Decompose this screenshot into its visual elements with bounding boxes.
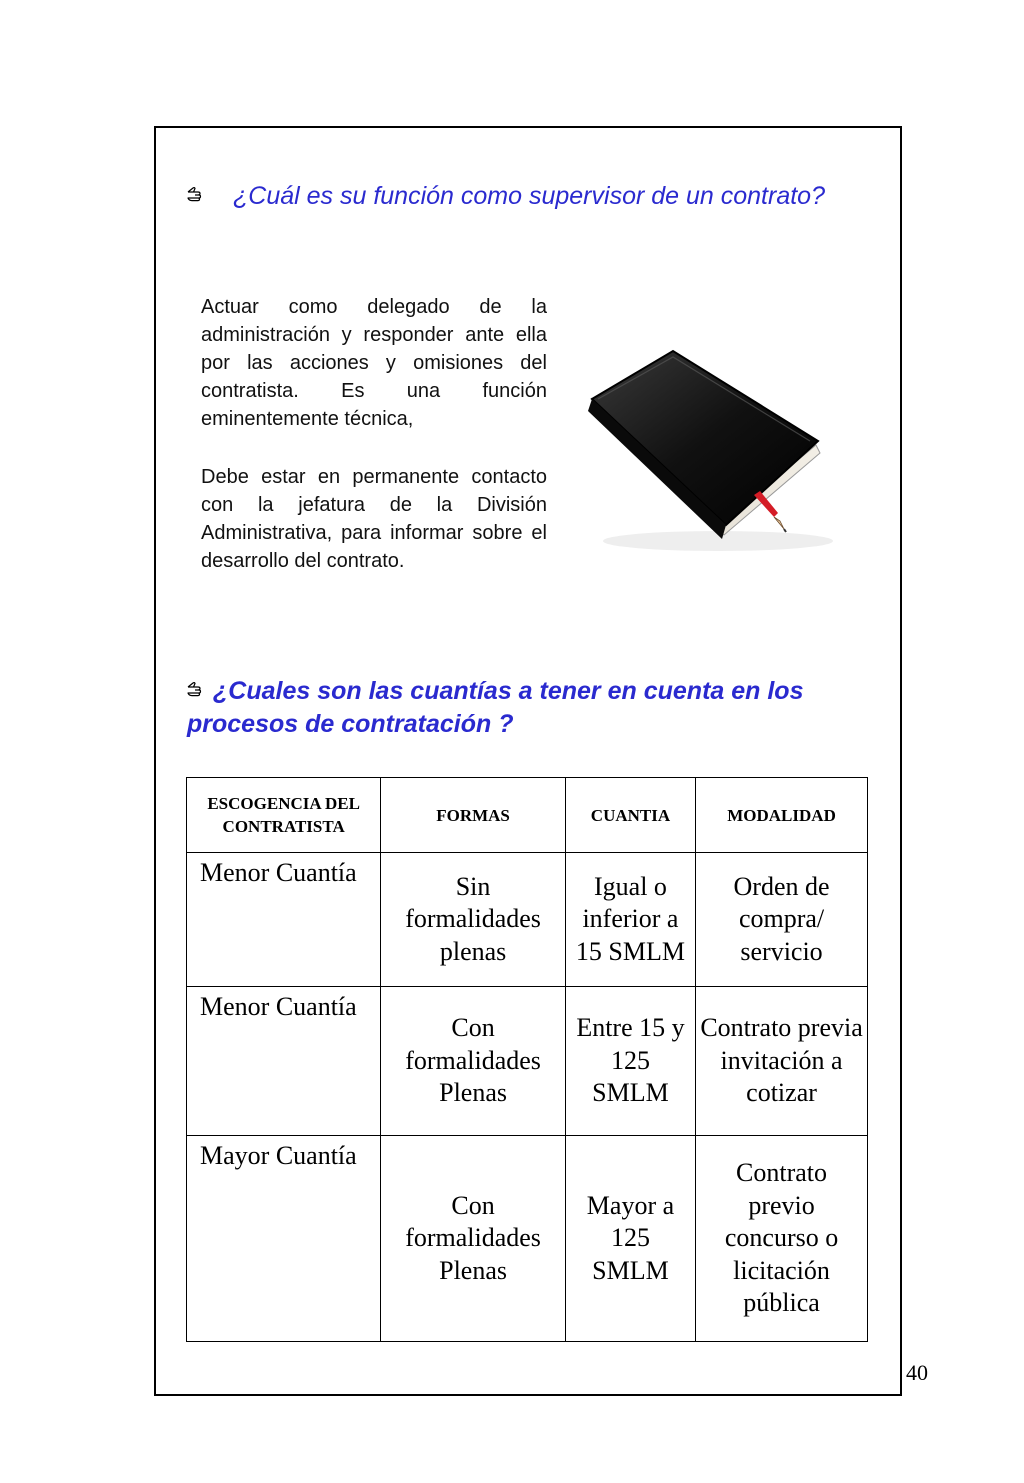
section-heading-text: ¿Cuál es su función como supervisor de un contrato? [233, 182, 825, 210]
cell-formas: Con formalidades Plenas [381, 987, 566, 1136]
section-heading-supervisor [187, 180, 867, 213]
cell-modalidad: Contrato previo concurso o licitación pública [696, 1136, 868, 1342]
cell-formas: Con formalidades Plenas [381, 1136, 566, 1342]
cell-formas: Sin formalidades plenas [381, 853, 566, 987]
table-row [187, 987, 868, 1136]
paragraph-contacto: Debe estar en permanente contacto con la jefatura de la División Administrativa, para informar sobre el desarrollo del contrato. [201, 466, 547, 572]
cell-cuantia: Mayor a 125 SMLM [565, 1136, 695, 1342]
cell-escogencia: Menor Cuantía [187, 853, 381, 987]
table-row [187, 853, 868, 987]
book-image [578, 345, 840, 560]
pointing-hand-icon [187, 681, 207, 697]
pointing-hand-icon [187, 186, 207, 202]
column-header-formas: FORMAS [381, 778, 566, 853]
column-header-escogencia: ESCOGENCIA DEL CONTRATISTA [187, 778, 381, 853]
column-header-modalidad: MODALIDAD [696, 778, 868, 853]
table-row [187, 1136, 868, 1342]
cell-cuantia: Entre 15 y 125 SMLM [565, 987, 695, 1136]
table-header-row [187, 778, 868, 853]
paragraph-delegado: Actuar como delegado de la administración y responder ante ella por las acciones y omisiones del contratista. Es una función eminentemente técnica, [201, 296, 547, 430]
column-header-cuantia: CUANTIA [565, 778, 695, 853]
section-heading-text: ¿Cuales son las cuantías a tener en cuenta en los procesos de contratación ? [187, 677, 804, 738]
cell-escogencia: Menor Cuantía [187, 987, 381, 1136]
cell-modalidad: Contrato previa invitación a cotizar [696, 987, 868, 1136]
page-number: 40 [906, 1360, 928, 1385]
cell-escogencia: Mayor Cuantía [187, 1136, 381, 1342]
cuantias-table [186, 777, 868, 1342]
section-heading-cuantias [187, 675, 887, 741]
cell-cuantia: Igual o inferior a 15 SMLM [565, 853, 695, 987]
cell-modalidad: Orden de compra/ servicio [696, 853, 868, 987]
